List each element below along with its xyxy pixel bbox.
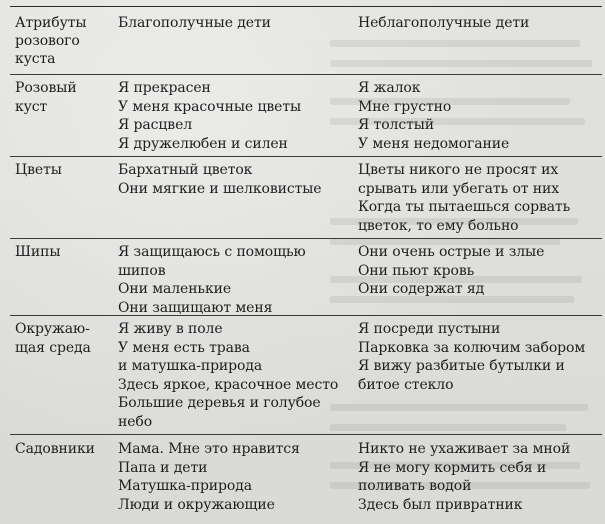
attribute-line: Окружаю- bbox=[15, 321, 90, 337]
row-divider bbox=[10, 156, 602, 157]
good-line: Папа и дети bbox=[118, 459, 208, 476]
attribute-line: щая среда bbox=[15, 339, 91, 356]
header-attributes-text: Атрибуты розового куста bbox=[15, 15, 87, 67]
bad-line: Парковка за колючим забором bbox=[358, 339, 586, 356]
good-line: Я живу в поле bbox=[118, 321, 223, 337]
table-top-rule bbox=[10, 6, 602, 7]
good-line: Бархатный цветок bbox=[118, 162, 253, 178]
attribute-line: Цветы bbox=[15, 162, 62, 178]
good-line: Люди и окружающие bbox=[118, 496, 275, 513]
good-line: Мама. Мне это нравится bbox=[118, 441, 300, 457]
bad-line: Они содержат яд bbox=[358, 281, 485, 297]
good-line: шипов bbox=[118, 262, 166, 279]
good-line: Они защищают меня bbox=[118, 299, 273, 316]
bad-line: У меня недомогание bbox=[358, 135, 510, 152]
row-flowers-good bbox=[118, 161, 321, 198]
row-divider bbox=[10, 434, 602, 435]
bad-line: Здесь был привратник bbox=[358, 496, 523, 513]
bad-line: Я посреди пустыни bbox=[358, 321, 501, 337]
good-line: Я дружелюбен и силен bbox=[118, 135, 288, 152]
row-divider bbox=[10, 315, 602, 316]
row-gardeners-attribute bbox=[15, 440, 95, 459]
bad-line: Я не могу кормить себя и bbox=[358, 459, 547, 476]
good-line: Я прекрасен bbox=[118, 80, 211, 96]
good-line: Я расцвел bbox=[118, 117, 193, 133]
attribute-line: Розовый bbox=[15, 80, 77, 96]
row-thorns-good bbox=[118, 243, 306, 317]
good-line: У меня есть трава bbox=[118, 339, 250, 356]
row-environment-attribute bbox=[15, 320, 91, 357]
bad-line: Цветы никого не просят их bbox=[358, 162, 559, 178]
row-rose-bush-bad bbox=[358, 79, 509, 153]
bad-line: цветок, то ему больно bbox=[358, 217, 519, 234]
bad-line: Они очень острые и злые bbox=[358, 244, 545, 260]
row-thorns-attribute bbox=[15, 243, 60, 262]
bad-line: срывать или убегать от них bbox=[358, 180, 560, 197]
row-rose-bush-attribute bbox=[15, 79, 77, 116]
row-gardeners-good bbox=[118, 440, 300, 514]
good-line: Они маленькие bbox=[118, 281, 232, 297]
row-thorns-bad bbox=[358, 243, 544, 299]
bad-line: Когда ты пытаешься сорвать bbox=[358, 199, 571, 215]
header-bad-children bbox=[358, 14, 529, 33]
header-bottom-rule bbox=[10, 74, 602, 75]
header-good-children bbox=[118, 14, 271, 33]
good-line: небо bbox=[118, 413, 153, 430]
bad-line: Я вижу разбитые бутылки и bbox=[358, 358, 565, 374]
good-line: У меня красочные цветы bbox=[118, 98, 302, 115]
bad-line: Я толстый bbox=[358, 117, 434, 133]
header-bad-children-text: Неблагополучные дети bbox=[358, 15, 530, 31]
attribute-line: куст bbox=[15, 98, 48, 115]
row-environment-good bbox=[118, 320, 338, 431]
attribute-line: Шипы bbox=[15, 244, 61, 260]
row-rose-bush-good bbox=[118, 79, 301, 153]
good-line: Здесь яркое, красочное место bbox=[118, 376, 339, 393]
bad-line: Никто не ухаживает за мной bbox=[358, 441, 571, 457]
good-line: Я защищаюсь с помощью bbox=[118, 244, 306, 260]
good-line: Матушка-природа bbox=[118, 478, 252, 494]
row-flowers-attribute bbox=[15, 161, 62, 180]
row-flowers-bad bbox=[358, 161, 570, 235]
header-good-children-text: Благополучные дети bbox=[118, 15, 271, 31]
good-line: Они мягкие и шелковистые bbox=[118, 180, 322, 197]
good-line: и матушка-природа bbox=[118, 358, 263, 374]
bad-line: Мне грустно bbox=[358, 98, 452, 115]
bad-line: битое стекло bbox=[358, 376, 454, 393]
good-line: Большие деревья и голубое bbox=[118, 395, 321, 411]
header-attributes bbox=[15, 14, 111, 68]
row-gardeners-bad bbox=[358, 440, 570, 514]
row-divider bbox=[10, 238, 602, 239]
bad-line: поливать водой bbox=[358, 478, 472, 494]
row-environment-bad bbox=[358, 320, 585, 394]
bad-line: Я жалок bbox=[358, 80, 421, 96]
bad-line: Они пьют кровь bbox=[358, 262, 475, 279]
attribute-line: Садовники bbox=[15, 441, 95, 457]
